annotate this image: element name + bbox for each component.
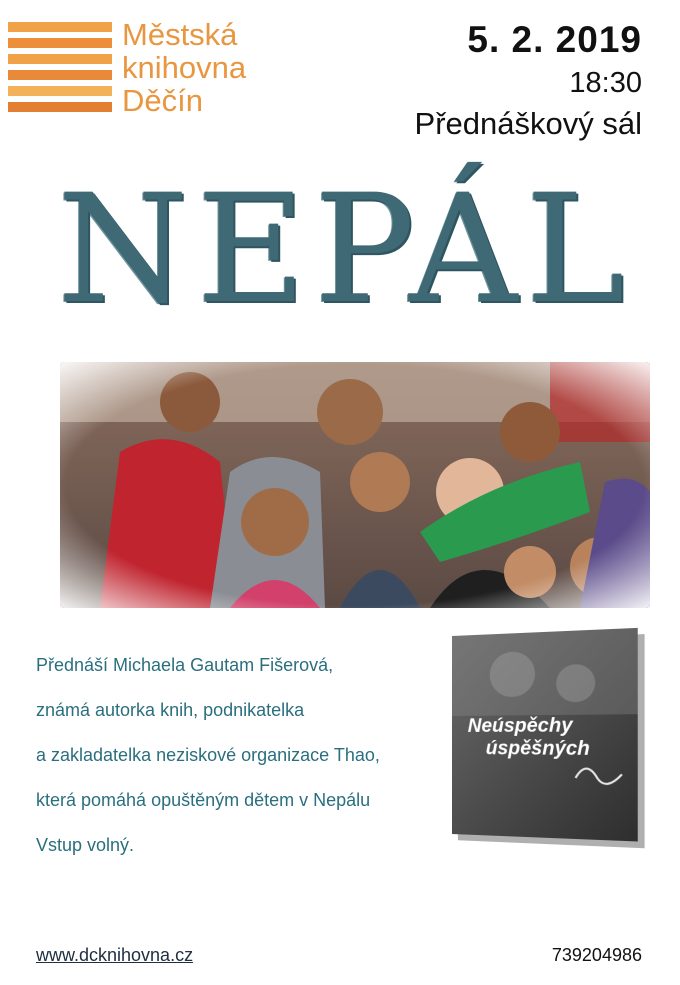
logo-text [122, 18, 246, 117]
description-line: která pomáhá opuštěným dětem v Nepálu [36, 790, 371, 810]
children-photo [60, 362, 650, 608]
book-title-line-1: Neúspěchy [467, 713, 573, 737]
book-cover [452, 627, 649, 850]
event-info [415, 18, 642, 144]
event-room: Přednáškový sál [414, 106, 642, 141]
logo-line-1: Městská [122, 17, 238, 52]
logo-line-3: Děčín [122, 83, 203, 118]
event-date: 5. 2. 2019 [467, 19, 642, 60]
library-logo [8, 18, 308, 120]
event-time: 18:30 [569, 67, 642, 99]
logo-stripes-icon [8, 22, 112, 118]
website-link[interactable]: www.dcknihovna.cz [36, 945, 194, 965]
book-title-line-2: úspěšných [485, 736, 590, 760]
logo-line-2: knihovna [122, 50, 247, 85]
description-line: a zakladatelka neziskové organizace Thao, [36, 745, 380, 765]
description-line: známá autorka knih, podnikatelka [36, 700, 305, 720]
poster-title: NEPÁL [57, 163, 633, 337]
description-line: Vstup volný. [36, 835, 135, 855]
event-description [36, 643, 380, 868]
phone-number: 739204986 [551, 945, 642, 965]
description-line: Přednáší Michaela Gautam Fišerová, [36, 655, 334, 675]
